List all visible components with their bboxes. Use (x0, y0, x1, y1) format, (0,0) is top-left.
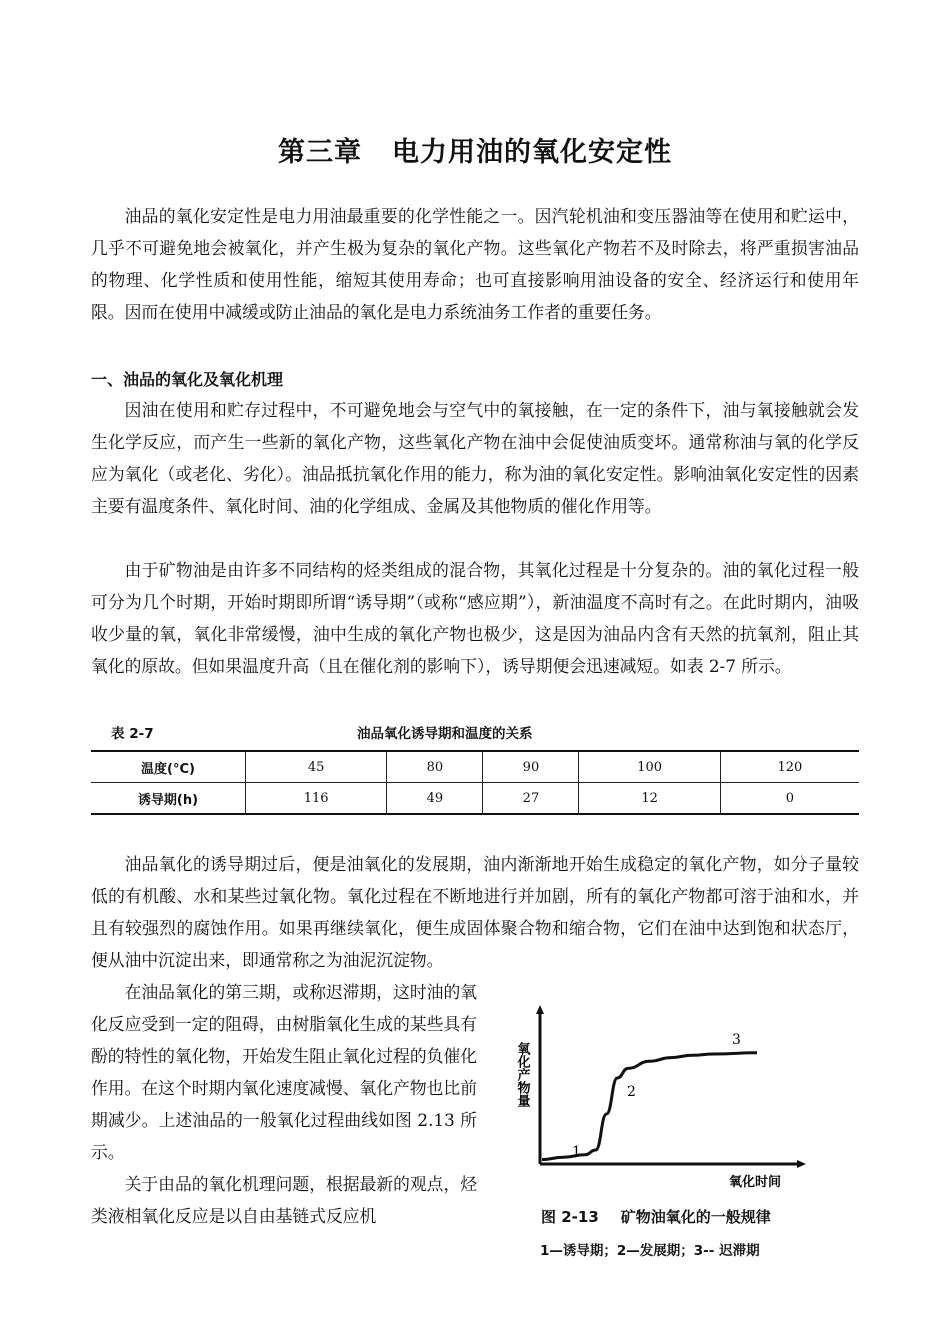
table-cell: 120 (720, 751, 859, 783)
chapter-title (0, 130, 950, 169)
table-cell: 49 (387, 783, 483, 815)
figure-number: 图 2-13 (541, 1208, 599, 1226)
x-axis-arrow-icon (797, 1160, 806, 1168)
chapter-number: 第三章 (278, 137, 362, 168)
paragraph-4: 在油品氧化的第三期，或称迟滞期，这时油的氧化反应受到一定的阻碍，由树脂氧化生成的某些具有酚的特性的氧化物，开始发生阻止氧化过程的负催化作用。在这个时期内氧化速度减慢、氧化产物也比前期减少。上述油品的一般氧化过程曲线如图 2.13 所示。 (91, 982, 478, 1162)
row-label-temperature: 温度(°C) (91, 751, 246, 783)
table-row (91, 783, 859, 815)
table-cell: 90 (483, 751, 579, 783)
table-cell: 80 (387, 751, 483, 783)
table-cell: 12 (579, 783, 720, 815)
table-cell: 27 (483, 783, 579, 815)
oxidation-curve-figure (512, 1004, 812, 1194)
row-label-induction: 诱导期(h) (91, 783, 246, 815)
paragraph-1: 因油在使用和贮存过程中，不可避免地会与空气中的氧接触，在一定的条件下，油与氧接触就会发生化学反应，而产生一些新的氧化产物，这些氧化产物在油中会促使油质变坏。通常称油与氧的化学反应为氧化（或老化、劣化）。油品抵抗氧化作用的能力，称为油的氧化安定性。影响油氧化安定性的因素主要有温度条件、氧化时间、油的化学组成、金属及其他物质的催化作用等。 (91, 400, 859, 516)
figure-title: 矿物油氧化的一般规律 (620, 1208, 771, 1226)
paragraph-2: 由于矿物油是由许多不同结构的烃类组成的混合物，其氧化过程是十分复杂的。油的氧化过程一般可分为几个时期，开始时期即所谓“诱导期”（或称“感应期”），新油温度不高时有之。在此时期内，油吸收少量的氧，氧化非常缓慢，油中生成的氧化产物也极少，这是因为油品内含有天然的抗氧剂，阻止其氧化的原故。但如果温度升高（且在催化剂的影响下），诱导期便会迅速减短。如表 2-7 所示。 (91, 560, 859, 676)
induction-table (91, 750, 859, 815)
table-cell: 45 (246, 751, 387, 783)
section-heading: 一、油品的氧化及氧化机理 (91, 370, 284, 389)
figure-legend: 1—诱导期；2—发展期；3-- 迟滞期 (540, 1243, 760, 1259)
y-axis-label: 氧化产物量 (514, 1042, 530, 1107)
table-number: 表 2-7 (111, 726, 154, 742)
stage-label-2: 2 (627, 1084, 636, 1100)
table-caption: 油品氧化诱导期和温度的关系 (357, 726, 533, 742)
chapter-name: 电力用油的氧化安定性 (392, 137, 672, 168)
x-axis-label: 氧化时间 (729, 1175, 782, 1190)
paragraph-3: 油品氧化的诱导期过后，便是油氧化的发展期，油内渐渐地开始生成稳定的氧化产物，如分子量较低的有机酸、水和某些过氧化物。氧化过程在不断地进行并加剧，所有的氧化产物都可溶于油和水，并且有较强烈的腐蚀作用。如果再继续氧化，便生成固体聚合物和缩合物，它们在油中达到饱和状态厅，便从油中沉淀出来，即通常称之为油泥沉淀物。 (91, 854, 859, 970)
table-cell: 116 (246, 783, 387, 815)
paragraph-5: 关于由品的氧化机理问题，根据最新的观点，烃类液相氧化反应是以自由基链式反应机 (91, 1174, 478, 1226)
stage-label-1: 1 (572, 1144, 581, 1160)
table-cell: 0 (720, 783, 859, 815)
y-axis-arrow-icon (536, 1005, 544, 1014)
figure-caption (541, 1206, 771, 1227)
table-row (91, 751, 859, 783)
stage-label-3: 3 (732, 1032, 741, 1048)
intro-paragraph: 油品的氧化安定性是电力用油最重要的化学性能之一。因汽轮机油和变压器油等在使用和贮运中，几乎不可避免地会被氧化，并产生极为复杂的氧化产物。这些氧化产物若不及时除去，将严重损害油品的物理、化学性质和使用性能，缩短其使用寿命；也可直接影响用油设备的安全、经济运行和使用年限。因而在使用中减缓或防止油品的氧化是电力系统油务工作者的重要任务。 (91, 206, 859, 322)
table-cell: 100 (579, 751, 720, 783)
